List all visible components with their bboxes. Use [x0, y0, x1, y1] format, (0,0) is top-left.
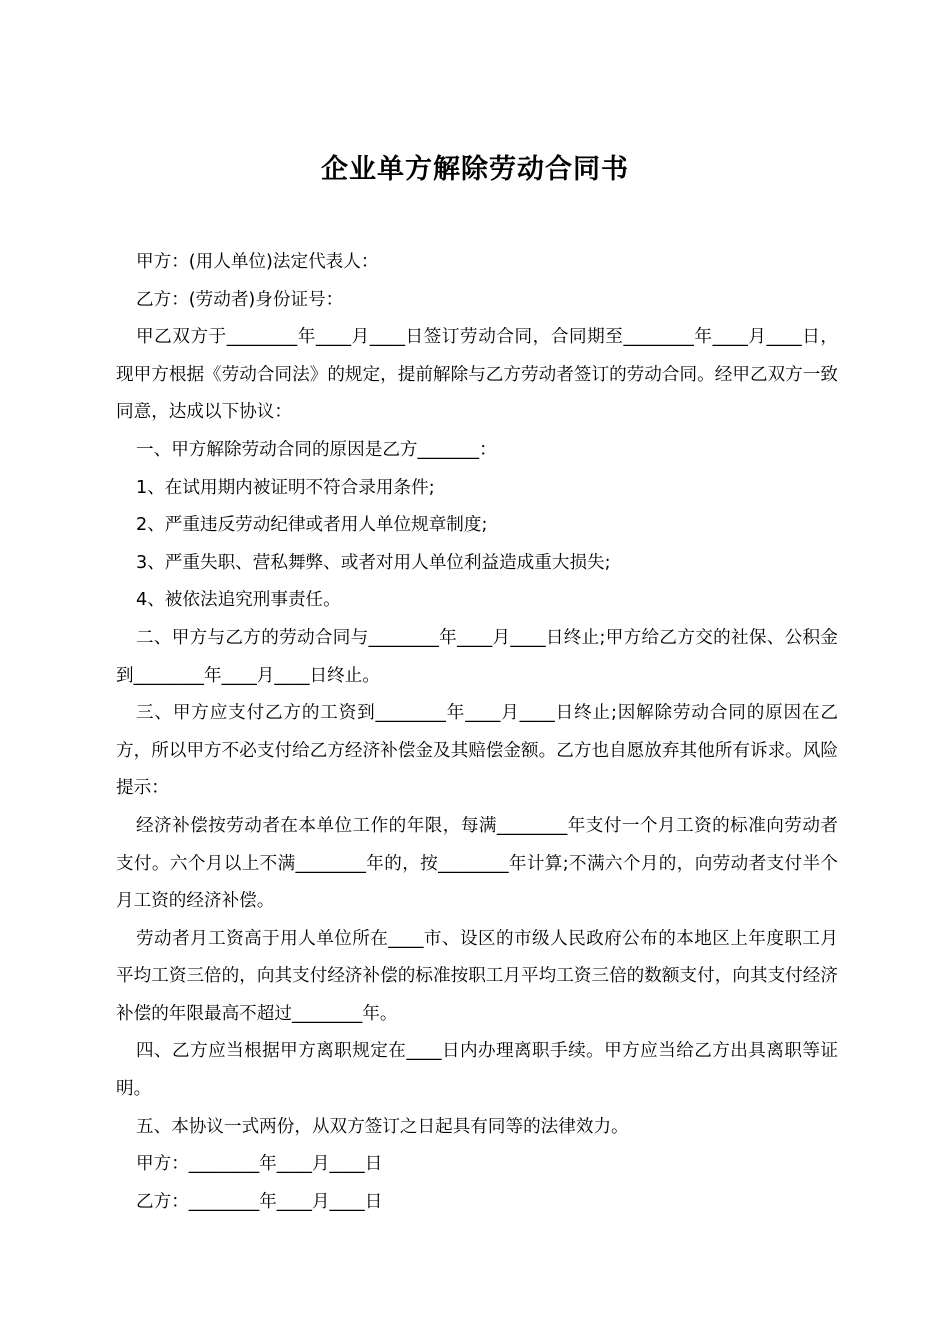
- party-b-signature-date: 乙方：________年____月____日: [136, 1191, 383, 1212]
- clause-3-paragraph: 三、甲方应支付乙方的工资到________年____月____日终止;因解除劳动合同的原因在乙方，所以甲方不必支付给乙方经济补偿金及其赔偿金额。乙方也自愿放弃其他所有诉求。风险提示：: [116, 703, 838, 799]
- clause-1-item-1: 1、在试用期内被证明不符合录用条件;: [136, 477, 435, 498]
- clause-1-item-4: 4、被依法追究刑事责任。: [136, 590, 341, 611]
- party-b-line: 乙方：(劳动者)身份证号：: [136, 289, 344, 310]
- clause-1-heading: 一、甲方解除劳动合同的原因是乙方_______：: [136, 439, 497, 460]
- compensation-paragraph: 经济补偿按劳动者在本单位工作的年限，每满________年支付一个月工资的标准向劳动者支付。六个月以上不满________年的，按________年计算;不满六个月的，向劳动者支付半个月工资的经济补偿。: [116, 815, 838, 912]
- party-a-line: 甲方：(用人单位)法定代表人：: [136, 252, 379, 272]
- high-wage-paragraph: 劳动者月工资高于用人单位所在____市、设区的市级人民政府公布的本地区上年度职工月平均工资三倍的，向其支付经济补偿的标准按职工月平均工资三倍的数额支付，向其支付经济补偿的年限最高不超过________年。: [116, 928, 838, 1024]
- clause-4-paragraph: 四、乙方应当根据甲方离职规定在____日内办理离职手续。甲方应当给乙方出具离职等证明。: [116, 1041, 838, 1100]
- clause-5-paragraph: 五、本协议一式两份，从双方签订之日起具有同等的法律效力。: [136, 1116, 629, 1137]
- document-body: [116, 244, 838, 1221]
- clause-1-item-3: 3、严重失职、营私舞弊、或者对用人单位利益造成重大损失;: [136, 552, 611, 573]
- preamble-paragraph: 甲乙双方于________年____月____日签订劳动合同，合同期至________年____月____日，现甲方根据《劳动合同法》的规定，提前解除与乙方劳动者签订的劳动合同。经甲乙双方一致同意，达成以下协议：: [116, 327, 838, 423]
- document-title: 企业单方解除劳动合同书: [321, 154, 629, 186]
- clause-1-item-2: 2、严重违反劳动纪律或者用人单位规章制度;: [136, 515, 488, 536]
- clause-2-paragraph: 二、甲方与乙方的劳动合同与________年____月____日终止;甲方给乙方交的社保、公积金到________年____月____日终止。: [116, 627, 838, 686]
- party-a-signature-date: 甲方：________年____月____日: [136, 1154, 383, 1175]
